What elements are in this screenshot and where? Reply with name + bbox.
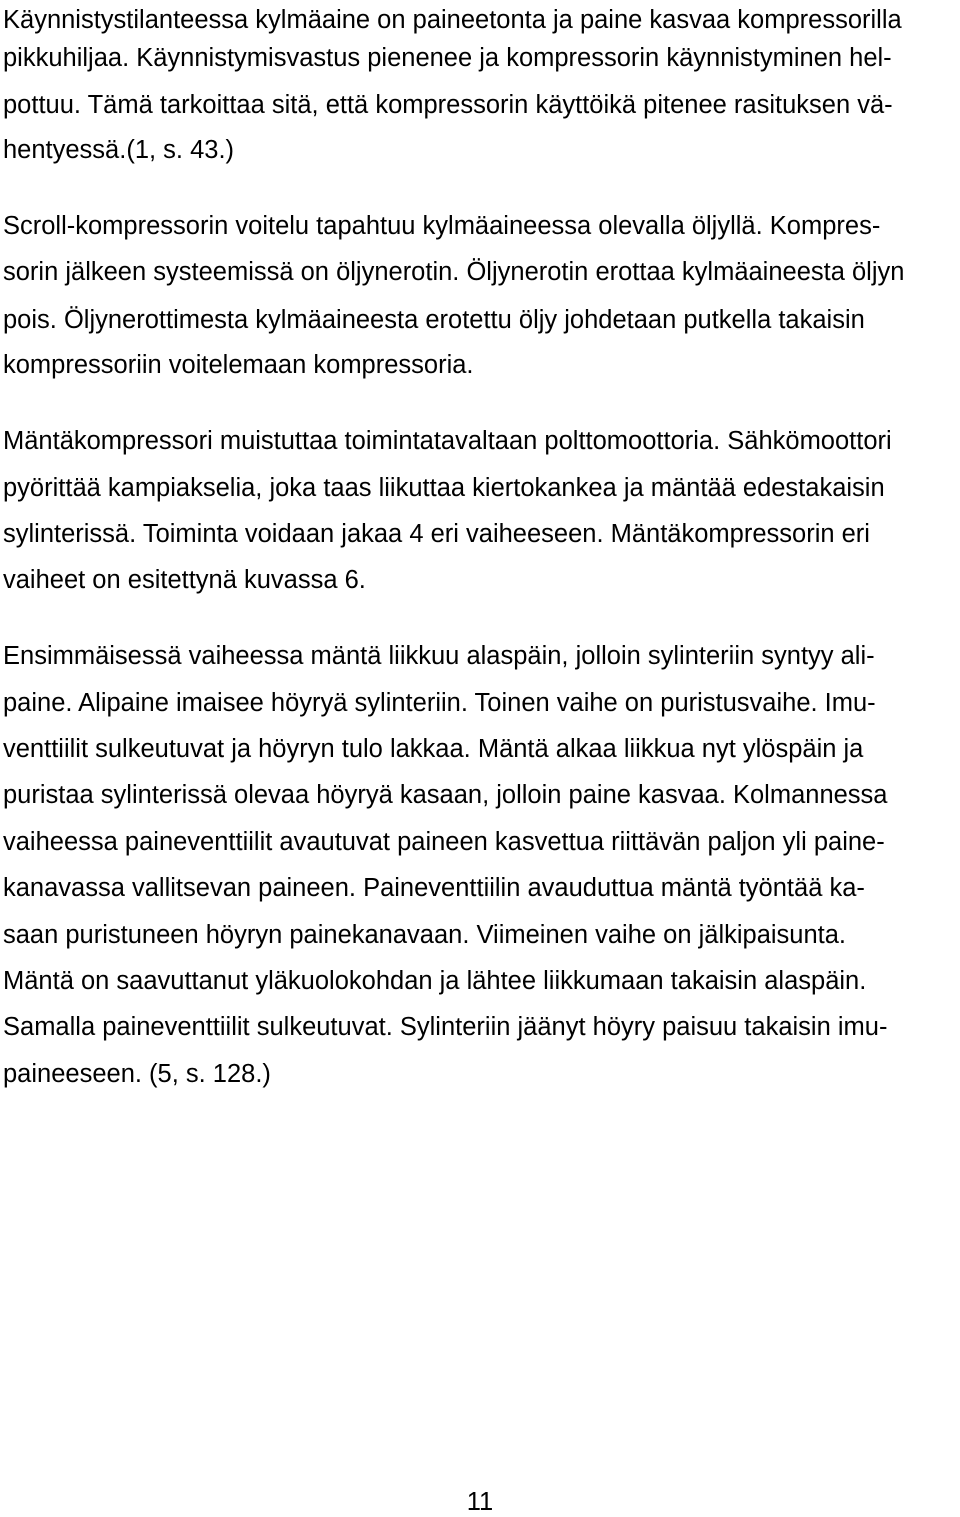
- paragraph-3-line-1: Mäntäkompressori muistuttaa toimintatavaltaan polttomoottoria. Sähkömoottori: [3, 427, 892, 455]
- paragraph-2-line-3: pois. Öljynerottimesta kylmäaineesta erotettu öljy johdetaan putkella takaisin: [3, 306, 865, 334]
- paragraph-1-line-3: pottuu. Tämä tarkoittaa sitä, että kompressorin käyttöikä pitenee rasituksen vä-: [3, 91, 893, 119]
- paragraph-4-line-9: Samalla paineventtiilit sulkeutuvat. Sylinteriin jäänyt höyry paisuu takaisin imu-: [3, 1013, 888, 1041]
- paragraph-1-line-1: Käynnistystilanteessa kylmäaine on paineetonta ja paine kasvaa kompressorilla: [3, 6, 902, 34]
- paragraph-2-line-2: sorin jälkeen systeemissä on öljynerotin. Öljynerotin erottaa kylmäaineesta öljyn: [3, 258, 905, 286]
- paragraph-3-line-3: sylinterissä. Toiminta voidaan jakaa 4 eri vaiheeseen. Mäntäkompressorin eri: [3, 520, 870, 548]
- paragraph-4-line-3: venttiilit sulkeutuvat ja höyryn tulo lakkaa. Mäntä alkaa liikkua nyt ylöspäin ja: [3, 735, 864, 763]
- page-number: 11: [466, 1488, 494, 1516]
- paragraph-1-line-2: pikkuhiljaa. Käynnistymisvastus pienenee ja kompressorin käynnistyminen hel-: [3, 44, 892, 72]
- paragraph-4-line-5: vaiheessa paineventtiilit avautuvat paineen kasvettua riittävän paljon yli paine-: [3, 828, 885, 856]
- paragraph-4-line-10: paineeseen. (5, s. 128.): [3, 1060, 271, 1088]
- paragraph-2-line-1: Scroll-kompressorin voitelu tapahtuu kylmäaineessa olevalla öljyllä. Kompres-: [3, 212, 881, 240]
- paragraph-4-line-1: Ensimmäisessä vaiheessa mäntä liikkuu alaspäin, jolloin sylinteriin syntyy ali-: [3, 642, 875, 670]
- paragraph-1-line-4: hentyessä.(1, s. 43.): [3, 136, 235, 164]
- paragraph-4-line-6: kanavassa vallitsevan paineen. Paineventtiilin avauduttua mäntä työntää ka-: [3, 874, 865, 902]
- paragraph-3-line-4: vaiheet on esitettynä kuvassa 6.: [3, 566, 366, 594]
- paragraph-4-line-4: puristaa sylinterissä olevaa höyryä kasaan, jolloin paine kasvaa. Kolmannessa: [3, 781, 888, 809]
- paragraph-4-line-8: Mäntä on saavuttanut yläkuolokohdan ja lähtee liikkumaan takaisin alaspäin.: [3, 967, 867, 995]
- paragraph-4-line-7: saan puristuneen höyryn painekanavaan. Viimeinen vaihe on jälkipaisunta.: [3, 921, 847, 949]
- paragraph-4-line-2: paine. Alipaine imaisee höyryä sylinteriin. Toinen vaihe on puristusvaihe. Imu-: [3, 689, 876, 717]
- paragraph-2-line-4: kompressoriin voitelemaan kompressoria.: [3, 351, 474, 379]
- paragraph-3-line-2: pyörittää kampiakselia, joka taas liikuttaa kiertokankea ja mäntää edestakaisin: [3, 474, 885, 502]
